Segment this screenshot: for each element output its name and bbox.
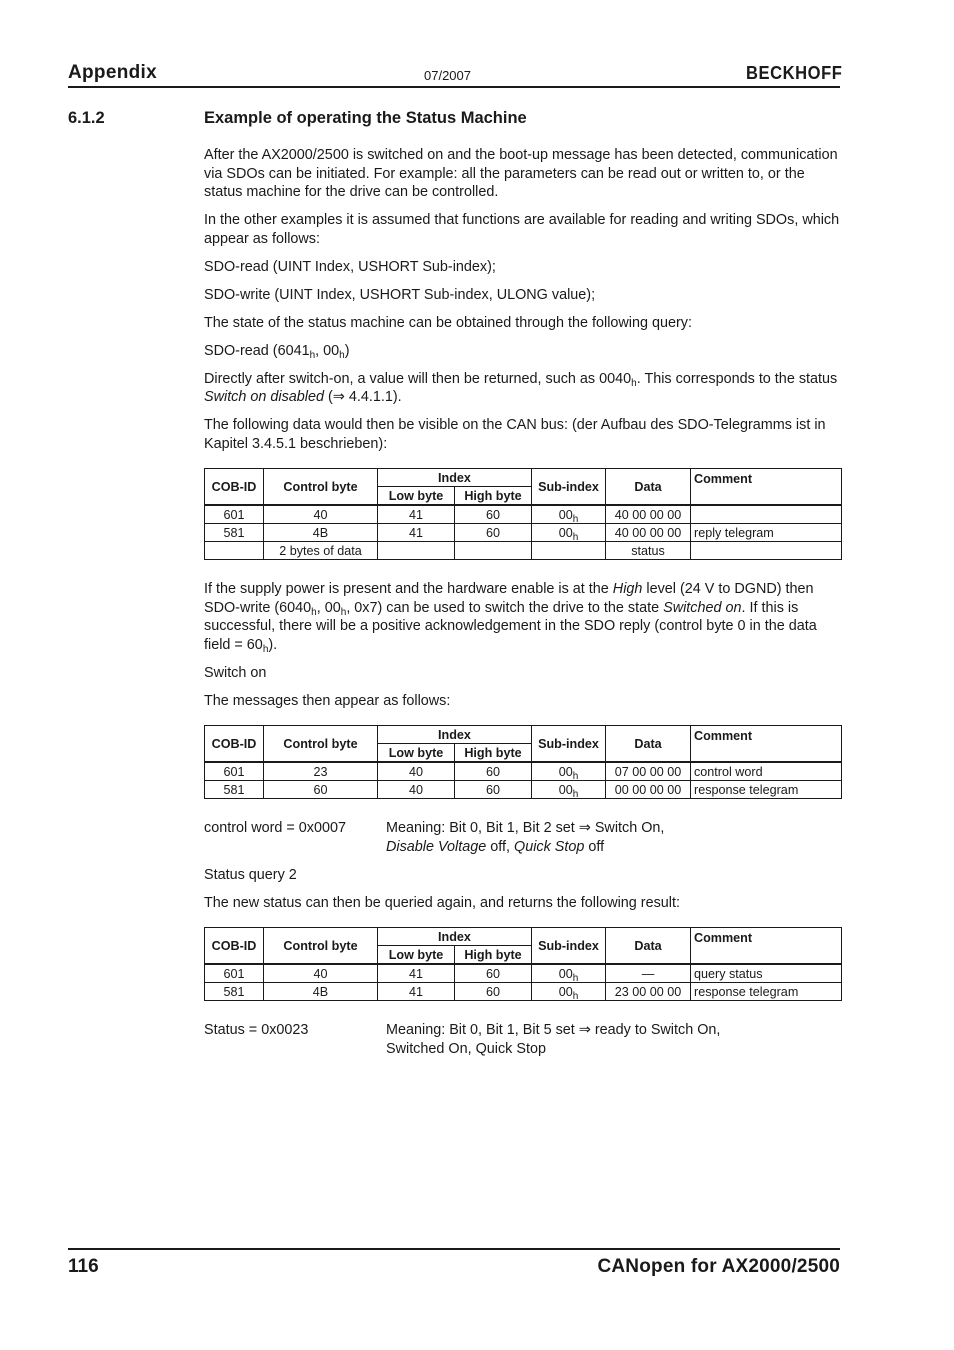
brand-logo: BECKHOFF — [746, 63, 843, 83]
paragraph-sdo-read-signature: SDO-read (UINT Index, USHORT Sub-index); — [204, 258, 496, 275]
can-table-read-status — [204, 468, 842, 560]
col-cob-id: COB-ID — [205, 726, 264, 763]
col-sub-index: Sub-index — [532, 928, 606, 965]
col-cob-id: COB-ID — [205, 469, 264, 506]
col-index: Index — [378, 928, 532, 946]
control-word-meaning: control word = 0x0007 Meaning: Bit 0, Bit 1, Bit 2 set ⇒ Switch On, Disable Voltage off, Quick Stop off — [204, 820, 665, 855]
header-rule — [68, 86, 840, 88]
col-control-byte: Control byte — [264, 928, 378, 965]
col-data: Data — [606, 928, 691, 965]
paragraph-switch-on-disabled: Directly after switch-on, a value will then be returned, such as $0040_h$. This corresponds to the status Switch on disabled (⇒ 4.4.1.1). — [204, 370, 838, 405]
paragraph-status-query-2: Status query 2 — [204, 866, 297, 883]
col-comment: Comment — [691, 928, 842, 965]
paragraph-sdo-read-6041: SDO-read ($6041_h$, $00_h$) — [204, 342, 350, 361]
col-low-byte: Low byte — [378, 946, 455, 965]
paragraph-status-query: The state of the status machine can be obtained through the following query: — [204, 314, 692, 331]
footer-rule — [68, 1248, 840, 1250]
col-data: Data — [606, 469, 691, 506]
paragraph-intro: After the AX2000/2500 is switched on and the boot-up message has been detected, communication via SDOs can be initiated. For example: all the parameters can be read out or written to, or the status machine for the drive can be controlled. — [204, 147, 838, 200]
can-table-status-query — [204, 927, 842, 1001]
col-cob-id: COB-ID — [205, 928, 264, 965]
paragraph-new-status: The new status can then be queried again, and returns the following result: — [204, 894, 680, 911]
col-high-byte: High byte — [455, 487, 532, 506]
section-title: Example of operating the Status Machine — [204, 109, 527, 127]
paragraph-can-bus-data: The following data would then be visible on the CAN bus: (der Aufbau des SDO-Telegramms ist in Kapitel 3.4.5.1 beschrieben): — [204, 417, 826, 452]
header-date: 07/2007 — [424, 68, 471, 83]
col-sub-index: Sub-index — [532, 726, 606, 763]
paragraph-sdo-functions: In the other examples it is assumed that functions are available for reading and writing SDOs, which appear as follows: — [204, 212, 840, 247]
col-index: Index — [378, 726, 532, 744]
col-control-byte: Control byte — [264, 469, 378, 506]
table-row: 2 bytes of data status — [205, 542, 842, 560]
col-high-byte: High byte — [455, 946, 532, 965]
col-comment: Comment — [691, 726, 842, 763]
footer-document-title: CANopen for AX2000/2500 — [597, 1256, 840, 1277]
table-row: 601 40 41 60 $00_h$ 40 00 00 00 — [205, 505, 842, 524]
table-row: 601 40 41 60 $00_h$ — query status — [205, 964, 842, 983]
paragraph-switch-on-explanation: If the supply power is present and the hardware enable is at the High level (24 V to DGND) then SDO-write ($6040_h$, $00_h$, 0x7) can be used to switch the drive to the state Switched on. If this is successful, there will be a positive acknowledgement in the SDO reply (control byte 0 in the data field = $60_h$). — [204, 581, 817, 655]
paragraph-switch-on: Switch on — [204, 664, 267, 681]
col-low-byte: Low byte — [378, 744, 455, 763]
col-index: Index — [378, 469, 532, 487]
col-data: Data — [606, 726, 691, 763]
col-comment: Comment — [691, 469, 842, 506]
table-row: 581 4B 41 60 $00_h$ 23 00 00 00 response telegram — [205, 983, 842, 1001]
table-row: 601 23 40 60 $00_h$ 07 00 00 00 control word — [205, 762, 842, 781]
can-table-switch-on — [204, 725, 842, 799]
col-low-byte: Low byte — [378, 487, 455, 506]
header-section-title: Appendix — [68, 62, 157, 83]
col-high-byte: High byte — [455, 744, 532, 763]
paragraph-sdo-write-signature: SDO-write (UINT Index, USHORT Sub-index, ULONG value); — [204, 286, 596, 303]
paragraph-messages-appear: The messages then appear as follows: — [204, 692, 451, 709]
table-row: 581 4B 41 60 $00_h$ 40 00 00 00 reply telegram — [205, 524, 842, 542]
page-number: 116 — [68, 1256, 99, 1277]
col-control-byte: Control byte — [264, 726, 378, 763]
section-number: 6.1.2 — [68, 109, 105, 127]
col-sub-index: Sub-index — [532, 469, 606, 506]
table-row: 581 60 40 60 $00_h$ 00 00 00 00 response telegram — [205, 781, 842, 799]
body-content — [204, 146, 842, 1068]
status-word-meaning: Status = 0x0023 Meaning: Bit 0, Bit 1, Bit 5 set ⇒ ready to Switch On, Switched On, Quick Stop — [204, 1022, 721, 1057]
